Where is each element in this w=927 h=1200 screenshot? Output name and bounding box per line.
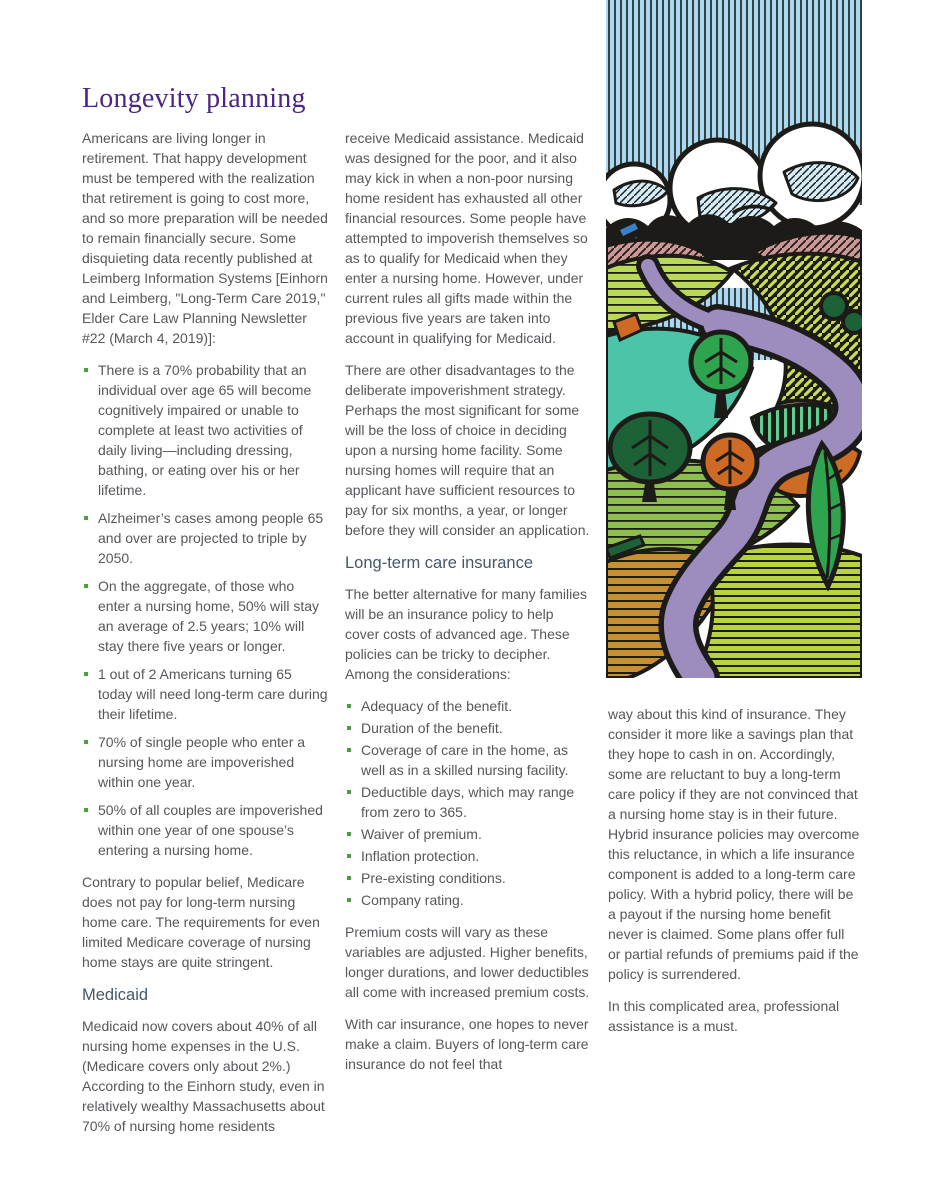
paragraph: The better alternative for many families will be an insurance policy to help cover costs of advanced age. These policies can be tricky to decipher. Among the considerations: <box>345 586 587 682</box>
statistics-bullet-list <box>82 360 328 860</box>
list-item: Inflation protection. <box>345 846 591 866</box>
paragraph: There are other disadvantages to the deliberate impoverishment strategy. Perhaps the most significant for some will be the loss of choice in deciding upon a nursing home facility. Some nursing homes will require that an applicant have sufficient resources to pay for six months, a year, or longer before they will consider an application. <box>345 362 590 538</box>
landscape-illustration-svg <box>606 0 862 678</box>
paragraph: receive Medicaid assistance. Medicaid was designed for the poor, and it also may kick in when a non-poor nursing home resident has exhausted all other financial resources. Some people have attempted to impoverish themselves so as to qualify for Medicaid when they enter a nursing home. However, under current rules all gifts made within the previous five years are taken into account in qualifying for Medicaid. <box>345 130 588 346</box>
list-item: Adequacy of the benefit. <box>345 696 591 716</box>
list-item: Alzheimer’s cases among people 65 and over are projected to triple by 2050. <box>82 508 328 568</box>
paragraph: Premium costs will vary as these variables are adjusted. Higher benefits, longer durations, and lower deductibles all come with increased premium costs. <box>345 924 590 1000</box>
list-item: Duration of the benefit. <box>345 718 591 738</box>
list-item: Deductible days, which may range from zero to 365. <box>345 782 591 822</box>
paragraph: Contrary to popular belief, Medicare does not pay for long-term nursing home care. The requirements for even limited Medicare coverage of nursing home stays are quite stringent. <box>82 874 320 970</box>
list-item: Waiver of premium. <box>345 824 591 844</box>
list-item: Pre-existing conditions. <box>345 868 591 888</box>
list-item: 50% of all couples are impoverished within one year of one spouse’s entering a nursing home. <box>82 800 328 860</box>
section-heading-medicaid: Medicaid <box>82 986 149 1004</box>
paragraph: Americans are living longer in retirement. That happy development must be tempered with the realization that retirement is going to cost more, and so more preparation will be needed to remain financially secure. Some disquieting data recently published at Leimberg Information Systems [Einhorn and Leimberg, "Long-Term Care 2019," Elder Care Law Planning Newsletter #22 (March 4, 2019)]: <box>82 130 328 346</box>
paragraph: With car insurance, one hopes to never make a claim. Buyers of long-term care insurance do not feel that <box>345 1016 589 1072</box>
column-2 <box>345 128 591 1086</box>
column-1 <box>82 128 328 1148</box>
landscape-illustration <box>606 0 862 678</box>
paragraph: Medicaid now covers about 40% of all nursing home expenses in the U.S. (Medicare covers only about 2%.) According to the Einhorn study, even in relatively wealthy Massachusetts about 70% of nursing home residents <box>82 1018 325 1134</box>
section-heading-long-term-care-insurance: Long-term care insurance <box>345 554 534 572</box>
list-item: 1 out of 2 Americans turning 65 today will need long-term care during their lifetime. <box>82 664 328 724</box>
paragraph: way about this kind of insurance. They consider it more like a savings plan that they hope to cash in on. Accordingly, some are reluctant to buy a long-term care policy if they are not convinced that a nursing home stay is in their future. Hybrid insurance policies may overcome this reluctance, in which a life insurance component is added to a long-term care policy. With a hybrid policy, there will be a payout if the nursing home benefit never is claimed. Some plans offer full or partial refunds of premiums paid if the policy is surrendered. <box>608 706 860 982</box>
list-item: Coverage of care in the home, as well as in a skilled nursing facility. <box>345 740 591 780</box>
paragraph: In this complicated area, professional assistance is a must. <box>608 998 840 1034</box>
column-3 <box>608 704 860 1048</box>
list-item: There is a 70% probability that an individual over age 65 will become cognitively impaired or unable to complete at least two activities of daily living—including dressing, bathing, or eating over his or her lifetime. <box>82 360 328 500</box>
considerations-bullet-list <box>345 696 591 910</box>
list-item: On the aggregate, of those who enter a nursing home, 50% will stay an average of 2.5 years; 10% will stay there five years or longer. <box>82 576 328 656</box>
list-item: Company rating. <box>345 890 591 910</box>
list-item: 70% of single people who enter a nursing home are impoverished within one year. <box>82 732 328 792</box>
page-title: Longevity planning <box>82 83 306 114</box>
